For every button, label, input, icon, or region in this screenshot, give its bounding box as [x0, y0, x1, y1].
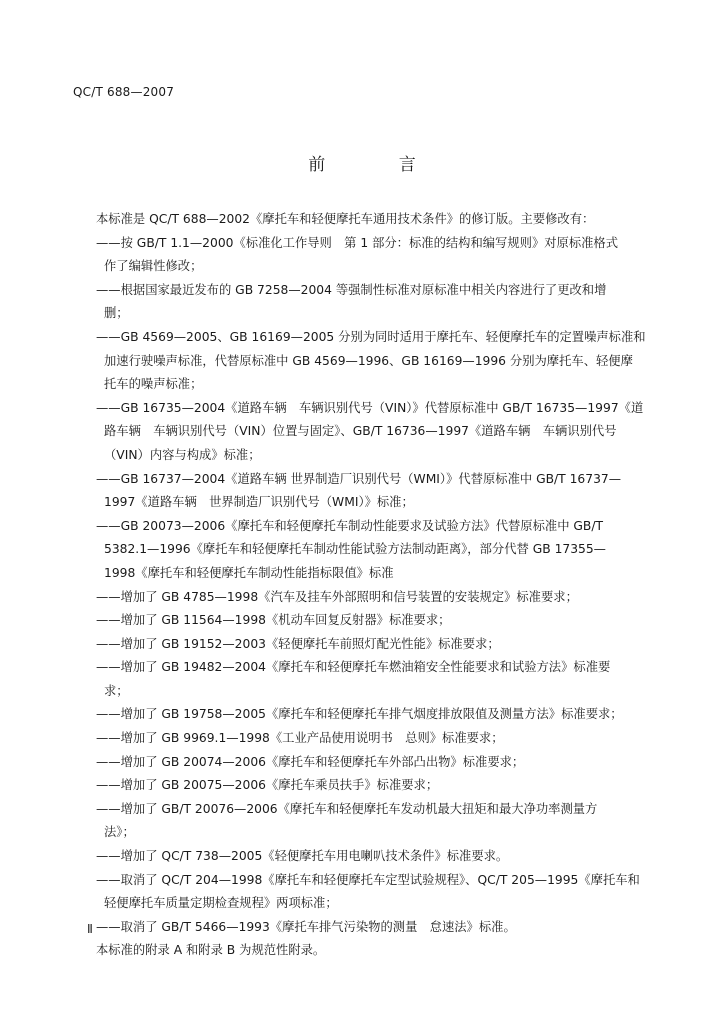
change-item: [96, 515, 654, 586]
change-item: [96, 609, 654, 633]
intro-paragraph: 本标准是 QC/T 688—2002《摩托车和轻便摩托车通用技术条件》的修订版。主要修改有：: [96, 212, 595, 226]
change-item-line: ——增加了 GB 19482—2004《摩托车和轻便摩托车燃油箱安全性能要求和试验方法》标准要: [96, 660, 611, 675]
change-item: [96, 703, 654, 727]
change-item-line: 5382.1—1996《摩托车和轻便摩托车制动性能试验方法制动距离》，部分代替 GB 17355—: [104, 542, 606, 557]
change-item-line: 1998《摩托车和轻便摩托车制动性能指标限值》标准: [104, 565, 394, 580]
change-item-line: ——增加了 GB 19152—2003《轻便摩托车前照灯配光性能》标准要求；: [96, 636, 500, 651]
change-item-line: ——取消了 GB/T 5466—1993《摩托车排气污染物的测量 怠速法》标准。: [96, 919, 516, 934]
change-item-line: ——增加了 GB 11564—1998《机动车回复反射器》标准要求；: [96, 613, 451, 628]
change-item-line: ——增加了 QC/T 738—2005《轻便摩托车用电喇叭技术条件》标准要求。: [96, 849, 509, 864]
change-item-line: ——GB 16737—2004《道路车辆 世界制造厂识别代号（WMI）》代替原标准中 GB/T 16737—: [96, 471, 622, 486]
change-item-line: 加速行驶噪声标准，代替原标准中 GB 4569—1996、GB 16169—1996 分别为摩托车、轻便摩: [104, 353, 633, 368]
change-item: [96, 232, 654, 279]
change-item: [96, 774, 654, 798]
change-item: [96, 656, 654, 703]
change-item-line: 轻便摩托车质量定期检查规程》两项标准；: [104, 896, 338, 911]
change-item: [96, 586, 654, 610]
change-item: [96, 798, 654, 845]
change-item: [96, 397, 654, 468]
change-item-line: ——GB 20073—2006《摩托车和轻便摩托车制动性能要求及试验方法》代替原标准中 GB/T: [96, 518, 604, 533]
change-item-line: ——增加了 GB 20075—2006《摩托车乘员扶手》标准要求；: [96, 778, 439, 793]
change-item-line: ——根据国家最近发布的 GB 7258—2004 等强制性标准对原标准中相关内容进行了更改和增: [96, 282, 607, 297]
change-item-line: ——增加了 GB 19758—2005《摩托车和轻便摩托车排气烟度排放限值及测量方法》标准要求；: [96, 707, 623, 722]
change-list: [96, 232, 654, 940]
change-item-line: 求；: [104, 683, 129, 698]
change-item: [96, 279, 654, 326]
closing-paragraph: 本标准的附录 A 和附录 B 为规范性附录。: [96, 943, 326, 958]
change-item-line: 1997《道路车辆 世界制造厂识别代号（WMI）》标准；: [104, 495, 414, 510]
change-item: [96, 869, 654, 916]
change-item-line: ——GB 16735—2004《道路车辆 车辆识别代号（VIN）》代替原标准中 GB/T 16735—1997《道: [96, 400, 644, 415]
change-item: [96, 468, 654, 515]
change-item-line: 托车的噪声标准；: [104, 377, 203, 392]
change-item-line: ——增加了 GB/T 20076—2006《摩托车和轻便摩托车发动机最大扭矩和最大净功率测量方: [96, 801, 598, 816]
page-title: 前 言: [308, 155, 450, 175]
change-item: [96, 633, 654, 657]
change-item-line: ——取消了 QC/T 204—1998《摩托车和轻便摩托车定型试验规程》、QC/T 205—1995《摩托车和: [96, 872, 640, 887]
change-item-line: 作了编辑性修改；: [104, 259, 203, 274]
change-item-line: ——GB 4569—2005、GB 16169—2005 分别为同时适用于摩托车、轻便摩托车的定置噪声标准和: [96, 329, 646, 344]
change-item: [96, 727, 654, 751]
change-item-line: ——增加了 GB 20074—2006《摩托车和轻便摩托车外部凸出物》标准要求；: [96, 754, 525, 769]
change-item-line: ——增加了 GB 4785—1998《汽车及挂车外部照明和信号装置的安装规定》标准要求；: [96, 589, 578, 604]
change-item-line: ——按 GB/T 1.1—2000《标准化工作导则 第 1 部分：标准的结构和编写规则》对原标准格式: [96, 235, 619, 250]
standard-id: QC/T 688—2007: [73, 85, 175, 99]
change-item: [96, 916, 654, 940]
change-item-line: 路车辆 车辆识别代号（VIN）位置与固定》、GB/T 16736—1997《道路车辆 车辆识别代号: [104, 424, 617, 439]
change-item-line: （VIN）内容与构成》标准；: [104, 447, 261, 462]
change-item-line: 法》；: [104, 825, 135, 840]
change-item: [96, 751, 654, 775]
page-number: Ⅱ: [87, 922, 93, 936]
change-item: [96, 326, 654, 397]
change-item-line: ——增加了 GB 9969.1—1998《工业产品使用说明书 总则》标准要求；: [96, 731, 504, 746]
change-item-line: 删；: [104, 306, 129, 321]
foreword-body: [96, 208, 654, 963]
change-item: [96, 845, 654, 869]
